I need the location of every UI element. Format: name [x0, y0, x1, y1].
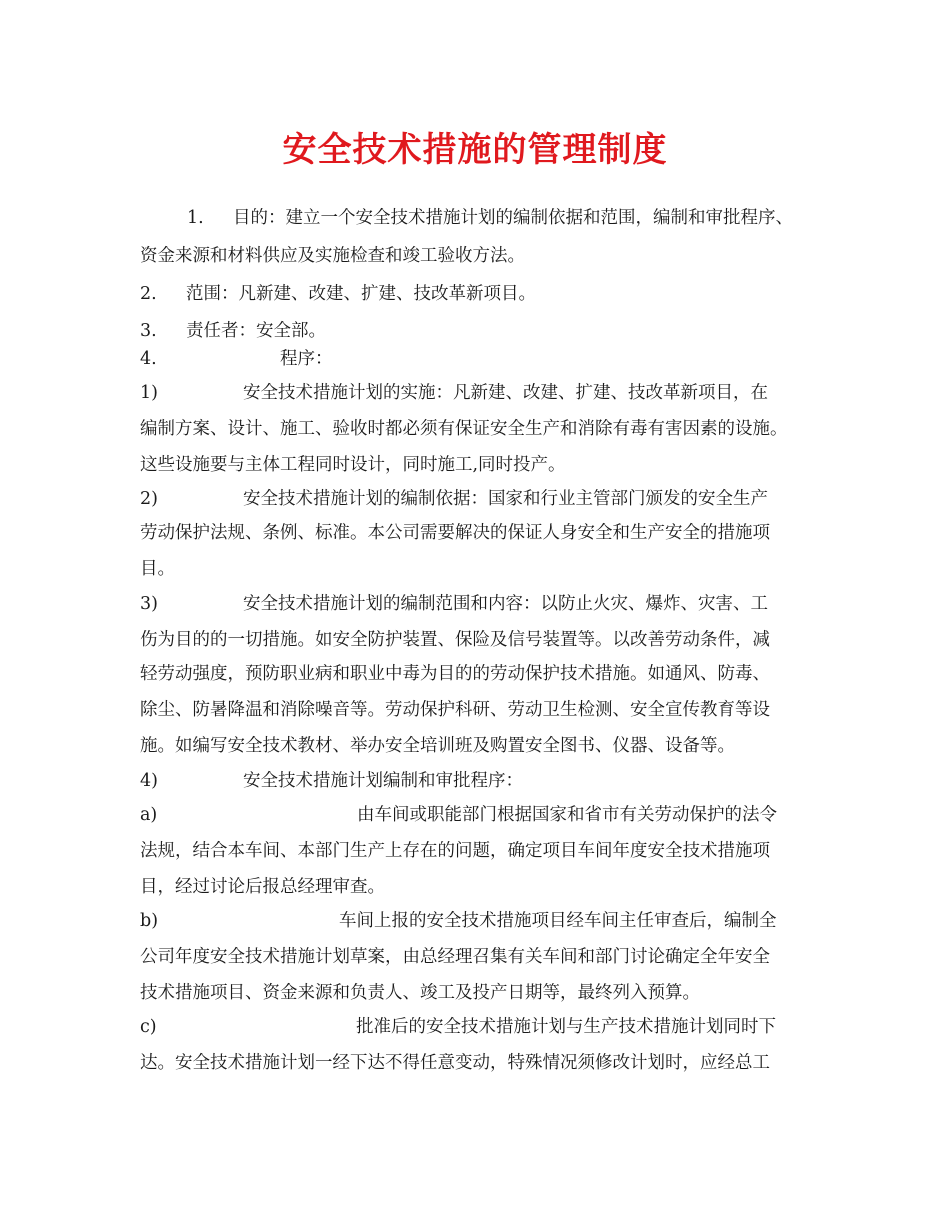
paragraph-line: 施。如编写安全技术教材、举办安全培训班及购置安全图书、仪器、设备等。: [140, 736, 735, 756]
paragraph-line: 目的：建立一个安全技术措施计划的编制依据和范围，编制和审批程序、: [233, 208, 793, 228]
list-marker: c): [140, 1017, 157, 1037]
paragraph-line: 车间上报的安全技术措施项目经车间主任审查后，编制全: [339, 911, 777, 931]
paragraph-line: 法规，结合本车间、本部门生产上存在的问题，确定项目车间年度安全技术措施项: [140, 841, 770, 861]
list-marker: 3): [140, 594, 158, 614]
paragraph-line: 安全技术措施计划的编制依据：国家和行业主管部门颁发的安全生产: [243, 489, 768, 509]
paragraph-line: 轻劳动强度，预防职业病和职业中毒为目的的劳动保护技术措施。如通风、防毒、: [140, 664, 770, 684]
paragraph-line: 安全技术措施计划编制和审批程序：: [243, 771, 523, 791]
list-marker: 1.: [187, 208, 204, 228]
list-marker: a): [140, 805, 158, 825]
list-marker: 2): [140, 489, 158, 509]
paragraph-line: 劳动保护法规、条例、标准。本公司需要解决的保证人身安全和生产安全的措施项: [140, 523, 770, 543]
paragraph-line: 伤为目的的一切措施。如安全防护装置、保险及信号装置等。以改善劳动条件，减: [140, 630, 770, 650]
paragraph-line: 程序：: [280, 349, 333, 369]
paragraph-line: 安全技术措施计划的实施：凡新建、改建、扩建、技改革新项目，在: [243, 383, 768, 403]
paragraph-line: 达。安全技术措施计划一经下达不得任意变动，特殊情况须修改计划时，应经总工: [140, 1053, 770, 1073]
list-marker: 2.: [140, 284, 157, 304]
paragraph-line: 这些设施要与主体工程同时设计，同时施工,同时投产。: [140, 455, 566, 475]
paragraph-line: 安全技术措施计划的编制范围和内容：以防止火灾、爆炸、灾害、工: [243, 594, 768, 614]
paragraph-line: 责任者：安全部。: [186, 321, 326, 341]
list-marker: b): [140, 911, 159, 931]
paragraph-line: 目。: [140, 559, 175, 579]
list-marker: 3.: [140, 321, 157, 341]
list-marker: 4): [140, 771, 158, 791]
page-title: 安全技术措施的管理制度: [282, 130, 668, 170]
list-marker: 4.: [140, 349, 157, 369]
paragraph-line: 除尘、防暑降温和消除噪音等。劳动保护科研、劳动卫生检测、安全宣传教育等设: [140, 700, 770, 720]
paragraph-line: 技术措施项目、资金来源和负责人、竣工及投产日期等，最终列入预算。: [140, 983, 700, 1003]
paragraph-line: 范围：凡新建、改建、扩建、技改革新项目。: [186, 284, 536, 304]
paragraph-line: 编制方案、设计、施工、验收时都必须有保证安全生产和消除有毒有害因素的设施。: [140, 419, 788, 439]
list-marker: 1): [140, 383, 158, 403]
paragraph-line: 批准后的安全技术措施计划与生产技术措施计划同时下: [356, 1017, 776, 1037]
paragraph-line: 目，经过讨论后报总经理审查。: [140, 877, 385, 897]
paragraph-line: 资金来源和材料供应及实施检查和竣工验收方法。: [140, 246, 525, 266]
paragraph-line: 公司年度安全技术措施计划草案，由总经理召集有关车间和部门讨论确定全年安全: [140, 947, 770, 967]
paragraph-line: 由车间或职能部门根据国家和省市有关劳动保护的法令: [357, 805, 777, 825]
